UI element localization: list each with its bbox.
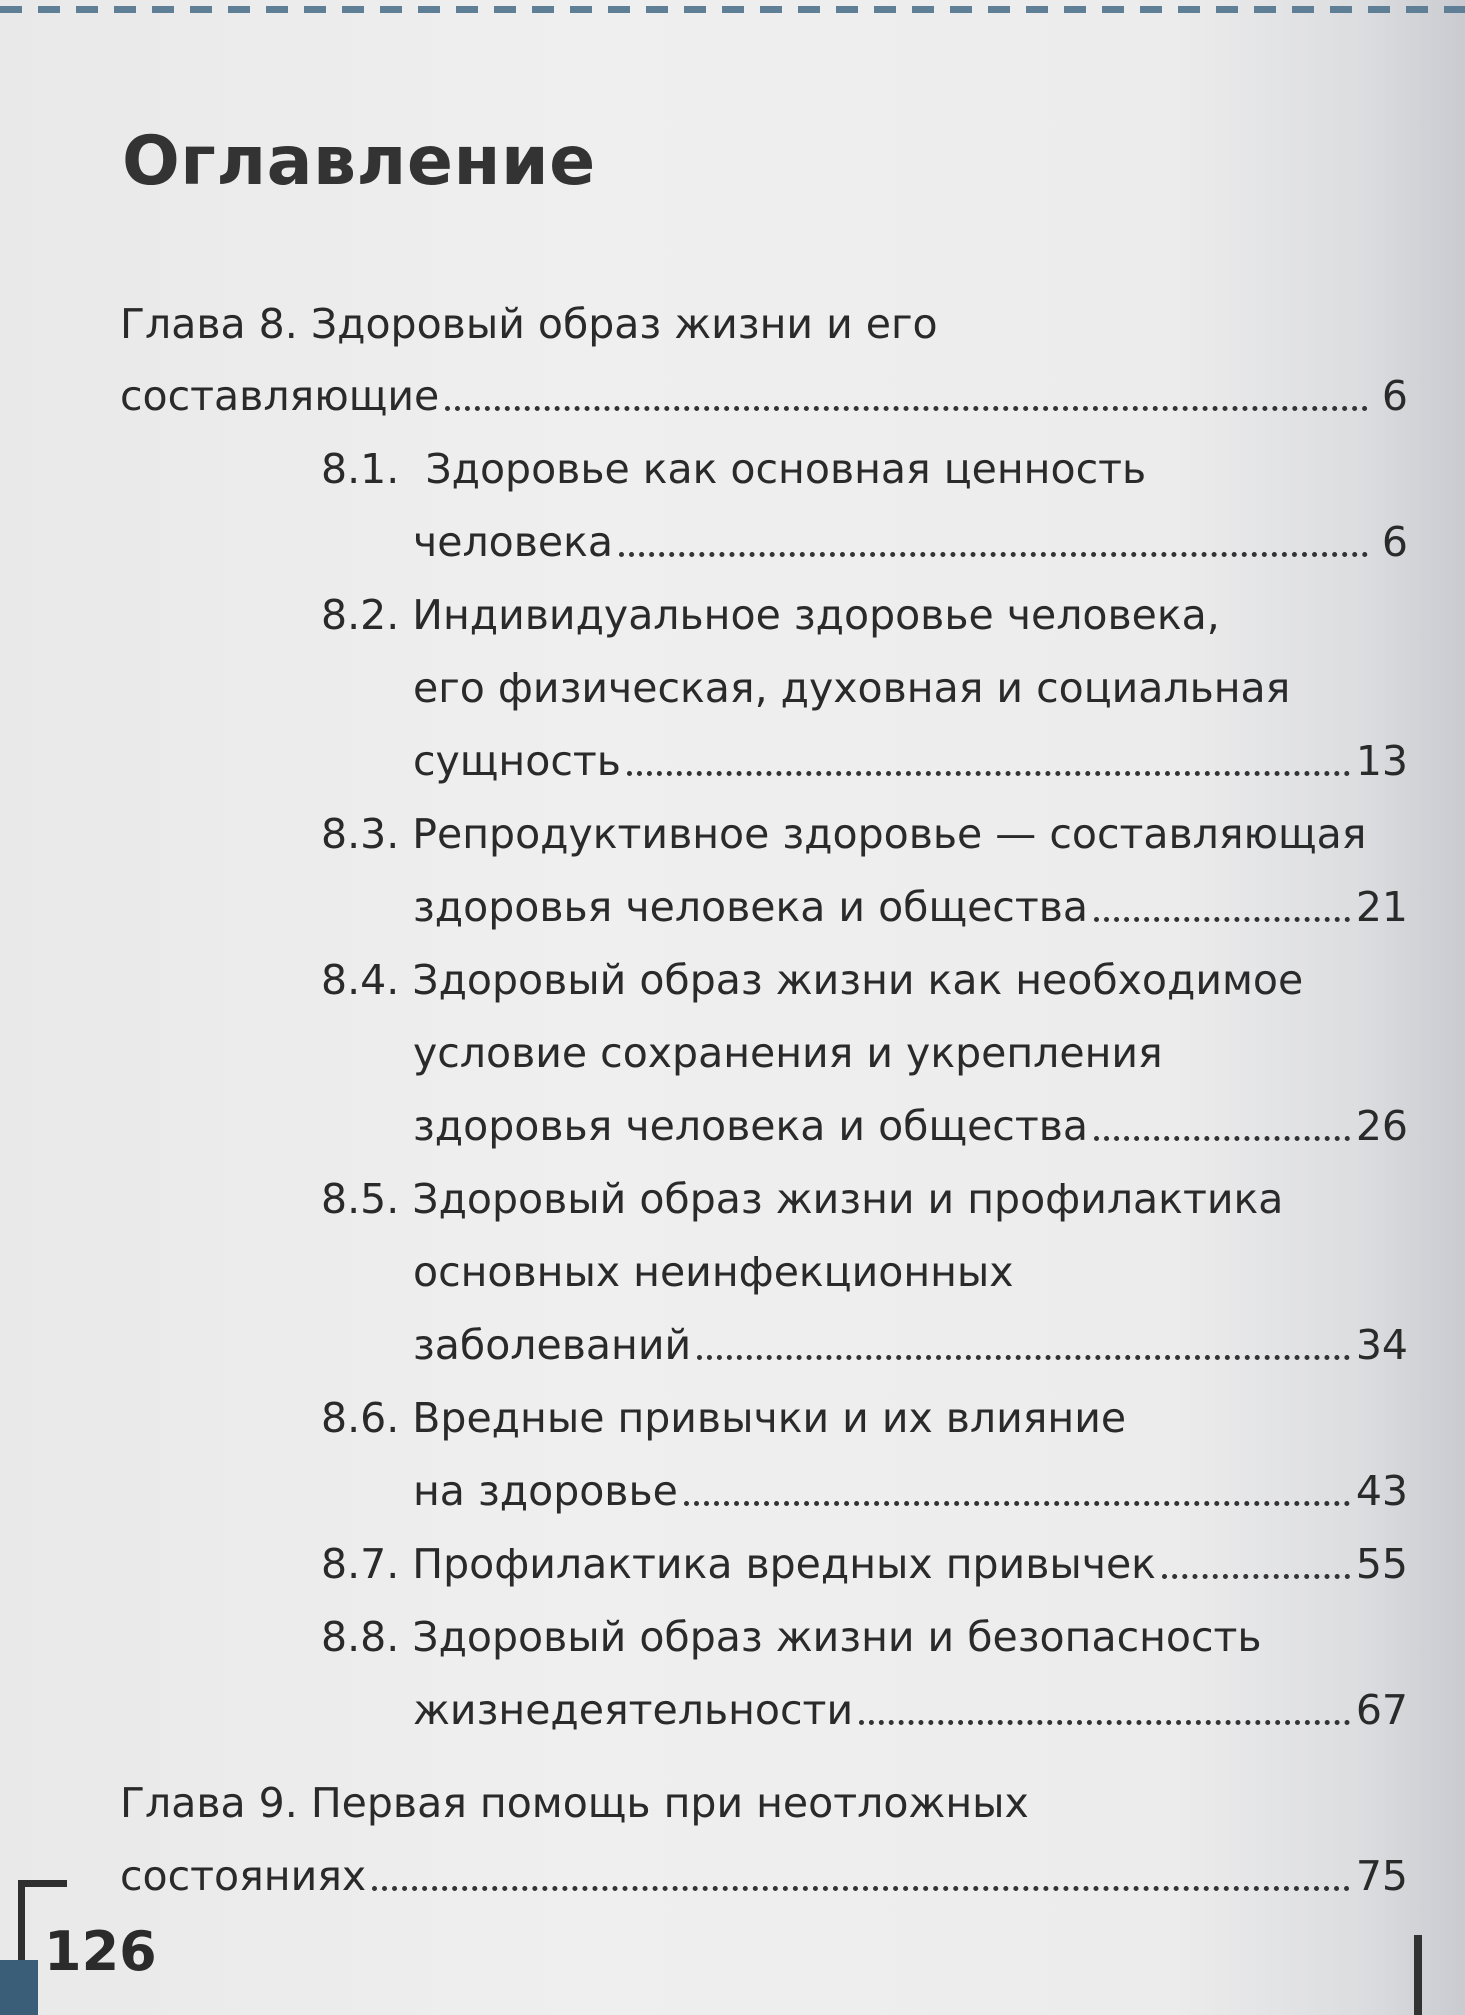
section-title-line: жизнедеятельности <box>413 1686 854 1734</box>
leader-dots <box>619 552 1368 557</box>
section-number: 8.1. <box>321 445 400 493</box>
leader-dots <box>859 1720 1350 1725</box>
chapter-label: Глава 9. <box>120 1779 298 1827</box>
section-title-line: на здоровье <box>413 1467 678 1515</box>
corner-color-block <box>0 1960 38 2015</box>
page-ref: 26 <box>1355 1102 1408 1150</box>
leader-dots <box>1162 1574 1350 1579</box>
section-title-line: основных неинфекционных <box>413 1248 1014 1296</box>
section-number: 8.3. <box>321 810 400 858</box>
section-title-line: Здоровый образ жизни и профилактика <box>412 1175 1284 1223</box>
leader-dots <box>1094 1136 1350 1141</box>
section-title-line: условие сохранения и укрепления <box>413 1029 1163 1077</box>
page-ref: 67 <box>1355 1686 1408 1734</box>
section-number: 8.2. <box>321 591 400 639</box>
section-title-line: Индивидуальное здоровье человека, <box>412 591 1220 639</box>
section-title-line: сущность <box>413 737 621 785</box>
section-title-line: Профилактика вредных привычек <box>412 1540 1156 1588</box>
edge-mark <box>1414 1935 1422 2015</box>
section-title-line: заболеваний <box>413 1321 692 1369</box>
leader-dots <box>697 1355 1350 1360</box>
section-title-line: человека <box>413 518 614 566</box>
chapter-label: Глава 8. <box>120 300 298 348</box>
section-number: 8.4. <box>321 956 400 1004</box>
page-ref: 6 <box>1381 518 1408 566</box>
chapter-title-line: составляющие <box>120 372 440 420</box>
section-number: 8.8. <box>321 1613 400 1661</box>
page-ref: 21 <box>1355 883 1408 931</box>
section-title-line: здоровья человека и общества <box>413 883 1089 931</box>
section-title-line: Здоровый образ жизни как необходимое <box>412 956 1304 1004</box>
section-title-line: Вредные привычки и их влияние <box>412 1394 1127 1442</box>
section-number: 8.6. <box>321 1394 400 1442</box>
page-number: 126 <box>44 1920 157 1983</box>
section-title-line: Здоровье как основная ценность <box>425 445 1147 493</box>
section-title-line: Здоровый образ жизни и безопасность <box>412 1613 1262 1661</box>
section-title-line: его физическая, духовная и социальная <box>413 664 1291 712</box>
page-title: Оглавление <box>122 122 596 201</box>
page-ref: 34 <box>1355 1321 1408 1369</box>
leader-dots <box>445 406 1368 411</box>
section-number: 8.5. <box>321 1175 400 1223</box>
page-ref: 43 <box>1355 1467 1408 1515</box>
leader-dots <box>372 1886 1350 1891</box>
page-ref: 75 <box>1355 1852 1408 1900</box>
page-ref: 6 <box>1381 372 1408 420</box>
section-title-line: здоровья человека и общества <box>413 1102 1089 1150</box>
page-ref: 13 <box>1355 737 1408 785</box>
leader-dots <box>1094 917 1350 922</box>
leader-dots <box>627 771 1350 776</box>
leader-dots <box>684 1501 1350 1506</box>
chapter-title-line: состояниях <box>120 1852 367 1900</box>
page-ref: 55 <box>1355 1540 1408 1588</box>
chapter-title-line: Здоровый образ жизни и его <box>310 300 938 348</box>
section-title-line: Репродуктивное здоровье — составляющая <box>412 810 1367 858</box>
section-number: 8.7. <box>321 1540 400 1588</box>
chapter-title-line: Первая помощь при неотложных <box>310 1779 1029 1827</box>
